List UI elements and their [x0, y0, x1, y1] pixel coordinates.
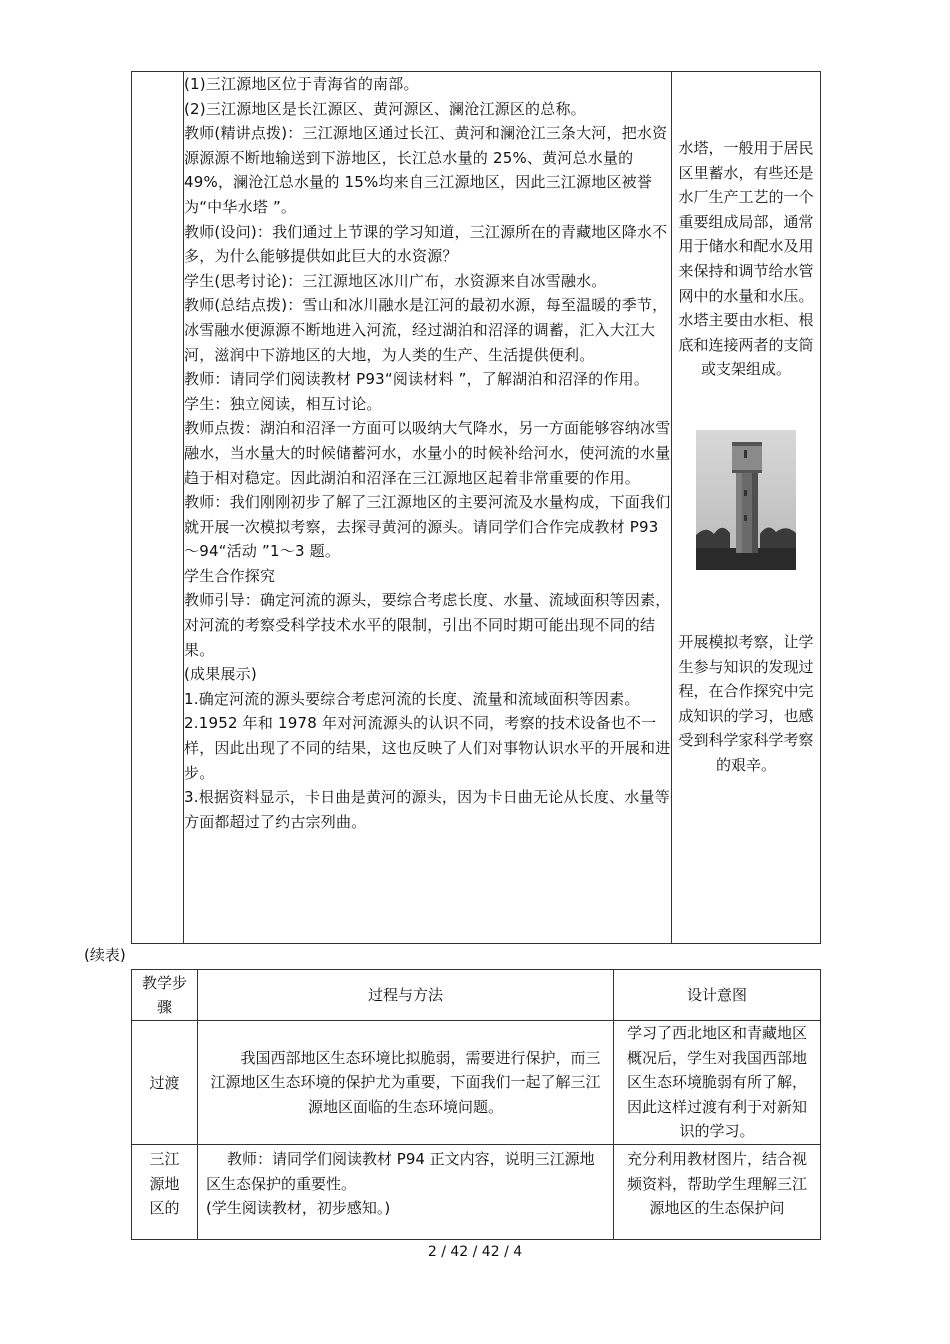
continued-label: (续表): [84, 946, 126, 964]
process-transition: 我国西部地区生态环境比拟脆弱，需要进行保护，而三江源地区生态环境的保护尤为重要，下面我们一起了解三江源地区面临的生态环境问题。: [198, 1021, 614, 1145]
step-cell-empty: [132, 72, 184, 944]
water-tower-photo: [696, 430, 796, 570]
paragraph: 学生合作探究: [184, 566, 276, 585]
paragraph: 教师(设问)：我们通过上节课的学习知道，三江源所在的青藏地区降水不多，为什么能够提供如此巨大的水资源？: [184, 222, 668, 266]
paragraph: 教师点拨：湖泊和沼泽一方面可以吸纳大气降水，另一方面能够容纳冰雪融水，当水量大的时候储蓄河水，水量小的时候补给河水，使河流的水量趋于相对稳定。因此湖泊和沼泽在三江源地区起着非常重要的作用。: [184, 419, 671, 487]
paragraph: 教师(总结点拨)：雪山和冰川融水是江河的最初水源，每至温暖的季节，冰雪融水便源源不断地进入河流，经过湖泊和沼泽的调蓄，汇入大江大河，滋润中下游地区的大地，为人类的生产、生活提供便利。: [184, 296, 668, 364]
simulation-note: 开展模拟考察，让学生参与知识的发现过程，在合作探究中完成知识的学习，也感受到科学家科学考察的艰辛。: [678, 632, 814, 774]
paragraph: 教师：请同学们阅读教材 P93“阅读材料 ”，了解湖泊和沼泽的作用。: [184, 370, 650, 389]
paragraph: 教师(精讲点拨)：三江源地区通过长江、黄河和澜沧江三条大河，把水资源源源不断地输送到下游地区，长江总水量的 25%、黄河总水量的 49%，澜沧江总水量的 15%均来自三江源地区，因此三江源地区被誉为“中华水塔 ”。: [184, 124, 668, 216]
paragraph: 教师引导：确定河流的源头，要综合考虑长度、水量、流域面积等因素，对河流的考察受科学技术水平的限制，引出不同时期可能出现不同的结果。: [184, 591, 671, 659]
page-footer: 2 / 42 / 42 / 4: [427, 1244, 523, 1260]
lesson-table-continued: [131, 969, 821, 1240]
header-step: 教学步骤: [132, 970, 198, 1021]
paragraph: 学生(思考讨论)：三江源地区冰川广布，水资源来自冰雪融水。: [184, 271, 607, 290]
step-transition: 过渡: [132, 1021, 198, 1145]
lesson-table-main: [131, 71, 821, 944]
paragraph: 学生：独立阅读，相互讨论。: [184, 394, 382, 413]
intent-transition: 学习了西北地区和青藏地区概况后，学生对我国西部地区生态环境脆弱有所了解，因此这样过渡有利于对新知识的学习。: [614, 1021, 821, 1145]
paragraph: 1.确定河流的源头要综合考虑河流的长度、流量和流域面积等因素。: [184, 689, 640, 708]
intent-protection: 充分利用教材图片，结合视频资料，帮助学生理解三江源地区的生态保护问: [614, 1145, 821, 1240]
paragraph: (2)三江源地区是长江源区、黄河源区、澜沧江源区的总称。: [184, 99, 586, 118]
header-intent: 设计意图: [614, 970, 821, 1021]
header-process: 过程与方法: [198, 970, 614, 1021]
step-protection: 三江源地区的: [132, 1145, 198, 1240]
paragraph: 3.根据资料显示，卡日曲是黄河的源头，因为卡日曲无论从长度、水量等方面都超过了约古宗列曲。: [184, 788, 670, 831]
water-tower-note: 水塔，一般用于居民区里蓄水，有些还是水厂生产工艺的一个重要组成局部，通常用于储水和配水及用来保持和调节给水管网中的水量和水压。水塔主要由水柜、根底和连接两者的支筒或支架组成。: [678, 139, 814, 379]
intent-cell: [672, 72, 821, 944]
process-cell: [184, 72, 672, 944]
paragraph: (成果展示): [184, 665, 257, 684]
paragraph: (1)三江源地区位于青海省的南部。: [184, 75, 419, 93]
process-protection: 教师：请同学们阅读教材 P94 正文内容，说明三江源地区生态保护的重要性。 (学生阅读教材，初步感知。): [198, 1145, 614, 1240]
paragraph: 教师：我们刚刚初步了解了三江源地区的主要河流及水量构成，下面我们就开展一次模拟考察，去探寻黄河的源头。请同学们合作完成教材 P93～94“活动 ”1～3 题。: [184, 493, 671, 561]
paragraph: 2.1952 年和 1978 年对河流源头的认识不同，考察的技术设备也不一样，因此出现了不同的结果，这也反映了人们对事物认识水平的开展和进步。: [184, 714, 671, 782]
